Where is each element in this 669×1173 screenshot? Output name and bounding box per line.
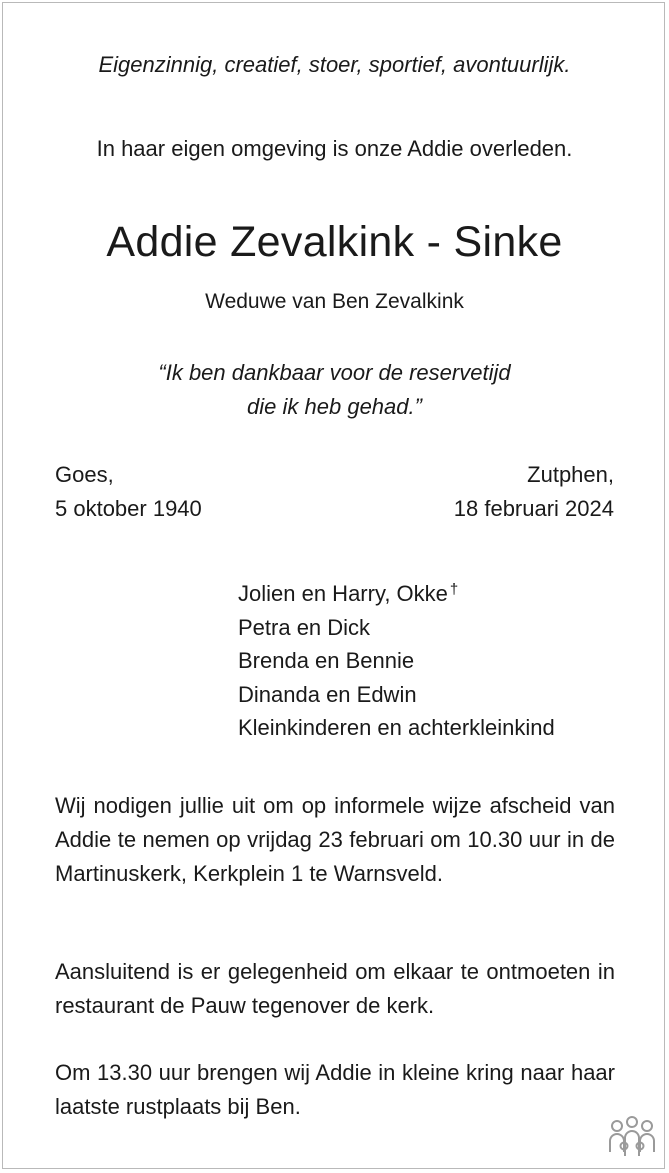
birth-info	[55, 458, 202, 526]
widow-of-text: Weduwe van Ben Zevalkink	[205, 290, 464, 313]
death-date: 18 februari 2024	[453, 496, 614, 521]
cross-symbol: †	[449, 581, 459, 598]
family-line: Kleinkinderen en achterkleinkind	[238, 715, 555, 740]
farewell-paragraph: Wij nodigen jullie uit om op informele wijze afscheid van Addie te nemen op vrijdag 23 februari om 10.30 uur in de Martinuskerk, Kerkplein 1 te Warnsveld.	[55, 793, 615, 886]
quote-line-2: die ik heb gehad.”	[247, 394, 422, 419]
intro-text: In haar eigen omgeving is onze Addie overleden.	[96, 136, 573, 161]
gathering-paragraph: Aansluitend is er gelegenheid om elkaar te ontmoeten in restaurant de Pauw tegenover de kerk.	[55, 959, 615, 1018]
death-info	[454, 458, 614, 526]
family-line: Dinanda en Edwin	[238, 681, 417, 707]
family-line: Petra en Dick	[238, 614, 371, 640]
motto: Eigenzinnig, creatief, stoer, sportief, avontuurlijk.	[98, 52, 571, 77]
family-line: Brenda en Bennie	[238, 648, 415, 673]
birth-date: 5 oktober 1940	[55, 496, 202, 521]
family-list	[238, 573, 555, 745]
family-people-icon	[606, 1116, 658, 1160]
burial-paragraph: Om 13.30 uur brengen wij Addie in kleine kring naar haar laatste rustplaats bij Ben.	[55, 1060, 615, 1119]
quote	[0, 356, 669, 424]
birth-place: Goes,	[55, 462, 114, 487]
death-place: Zutphen,	[527, 462, 614, 487]
deceased-name: Addie Zevalkink - Sinke	[106, 218, 563, 266]
family-line: Jolien en Harry, Okke †	[238, 581, 459, 606]
quote-line-1: “Ik ben dankbaar voor de reservetijd	[158, 360, 511, 385]
